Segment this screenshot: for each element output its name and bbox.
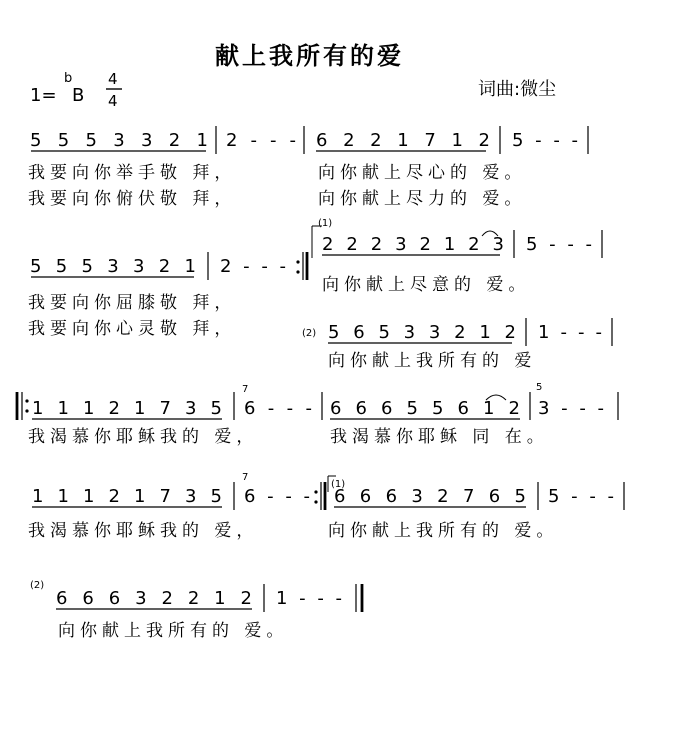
measure-notes: 5 - - - xyxy=(526,234,592,255)
lyric-line: 我要向你心灵敬 拜， xyxy=(28,319,237,339)
credit: 词曲:微尘 xyxy=(478,79,557,100)
row-2 xyxy=(28,218,612,371)
lyric-line: 我要向你举手敬 拜， xyxy=(28,163,237,183)
repeat-dot xyxy=(314,500,317,503)
lyric-line: 向你献上尽力的 爱。 xyxy=(318,189,527,209)
measure-notes: 6 6 6 3 2 7 6 5 xyxy=(334,486,526,507)
time-signature-bottom: 4 xyxy=(108,92,118,110)
measure-notes: 2 - - - xyxy=(220,256,286,277)
measure-notes: 6 - - - xyxy=(244,486,310,507)
key-flat: b xyxy=(64,71,73,86)
measure-notes: 6 2 2 1 7 1 2 xyxy=(316,130,490,151)
lyric-line: 我渴慕你耶稣我的 爱， xyxy=(28,521,259,541)
row-3 xyxy=(17,382,618,447)
lyric-line: 我要向你屈膝敬 拜， xyxy=(28,293,237,313)
repeat-dot xyxy=(25,409,28,412)
measure-notes: 3 - - - xyxy=(538,398,604,419)
measure-notes: 2 2 2 3 2 1 2 3 xyxy=(322,234,504,255)
measure-notes: 1 - - - xyxy=(276,588,342,609)
repeat-dot xyxy=(296,260,299,263)
page-title: 献上我所有的爱 xyxy=(215,41,404,70)
measure-notes: 1 1 1 2 1 7 3 5 xyxy=(32,486,223,507)
row-4 xyxy=(28,472,624,541)
measure-notes: 5 5 5 3 3 2 1 xyxy=(30,256,196,277)
measure-notes: 5 5 5 3 3 2 1 xyxy=(30,130,208,151)
measure-notes: 5 - - - xyxy=(548,486,614,507)
grace-note: 7 xyxy=(242,384,249,395)
lyric-line: 向你献上尽意的 爱。 xyxy=(322,275,531,295)
lyric-line: 我渴慕你耶稣我的 爱， xyxy=(28,427,259,447)
measure-notes: 5 6 5 3 3 2 1 2 xyxy=(328,322,516,343)
lyric-line: 我要向你俯伏敬 拜， xyxy=(28,189,237,209)
measure-notes: 1 1 1 2 1 7 3 5 xyxy=(32,398,223,419)
ending-two-label: (2) xyxy=(302,328,317,339)
time-signature-top: 4 xyxy=(108,70,118,88)
grace-note: 5 xyxy=(536,382,543,393)
row-1 xyxy=(28,126,588,209)
lyric-line: 向你献上尽心的 爱。 xyxy=(318,163,527,183)
ending-one-label: (1) xyxy=(331,479,346,490)
row-5 xyxy=(30,580,362,641)
lyric-line: 向你献上我所有的 爱。 xyxy=(328,521,559,541)
key-note: B xyxy=(72,85,85,106)
measure-notes: 1 - - - xyxy=(538,322,602,343)
measure-notes: 5 - - - xyxy=(512,130,578,151)
measure-notes: 2 - - - xyxy=(226,130,296,151)
lyric-line: 向你献上我所有的 爱。 xyxy=(58,621,289,641)
measure-notes: 6 - - - xyxy=(244,398,312,419)
key-tonic: 1= xyxy=(30,85,57,106)
repeat-dot xyxy=(314,490,317,493)
measure-notes: 6 6 6 3 2 2 1 2 xyxy=(56,588,252,609)
ending-one-label: (1) xyxy=(318,218,333,229)
lyric-line: 向你献上我所有的 爱 xyxy=(328,351,537,371)
ending-two-label: (2) xyxy=(30,580,45,591)
repeat-dot xyxy=(25,399,28,402)
lyric-line: 我渴慕你耶稣 同 在。 xyxy=(330,427,549,447)
measure-notes: 6 6 6 5 5 6 1 2 xyxy=(330,398,520,419)
grace-note: 7 xyxy=(242,472,249,483)
repeat-dot xyxy=(296,270,299,273)
